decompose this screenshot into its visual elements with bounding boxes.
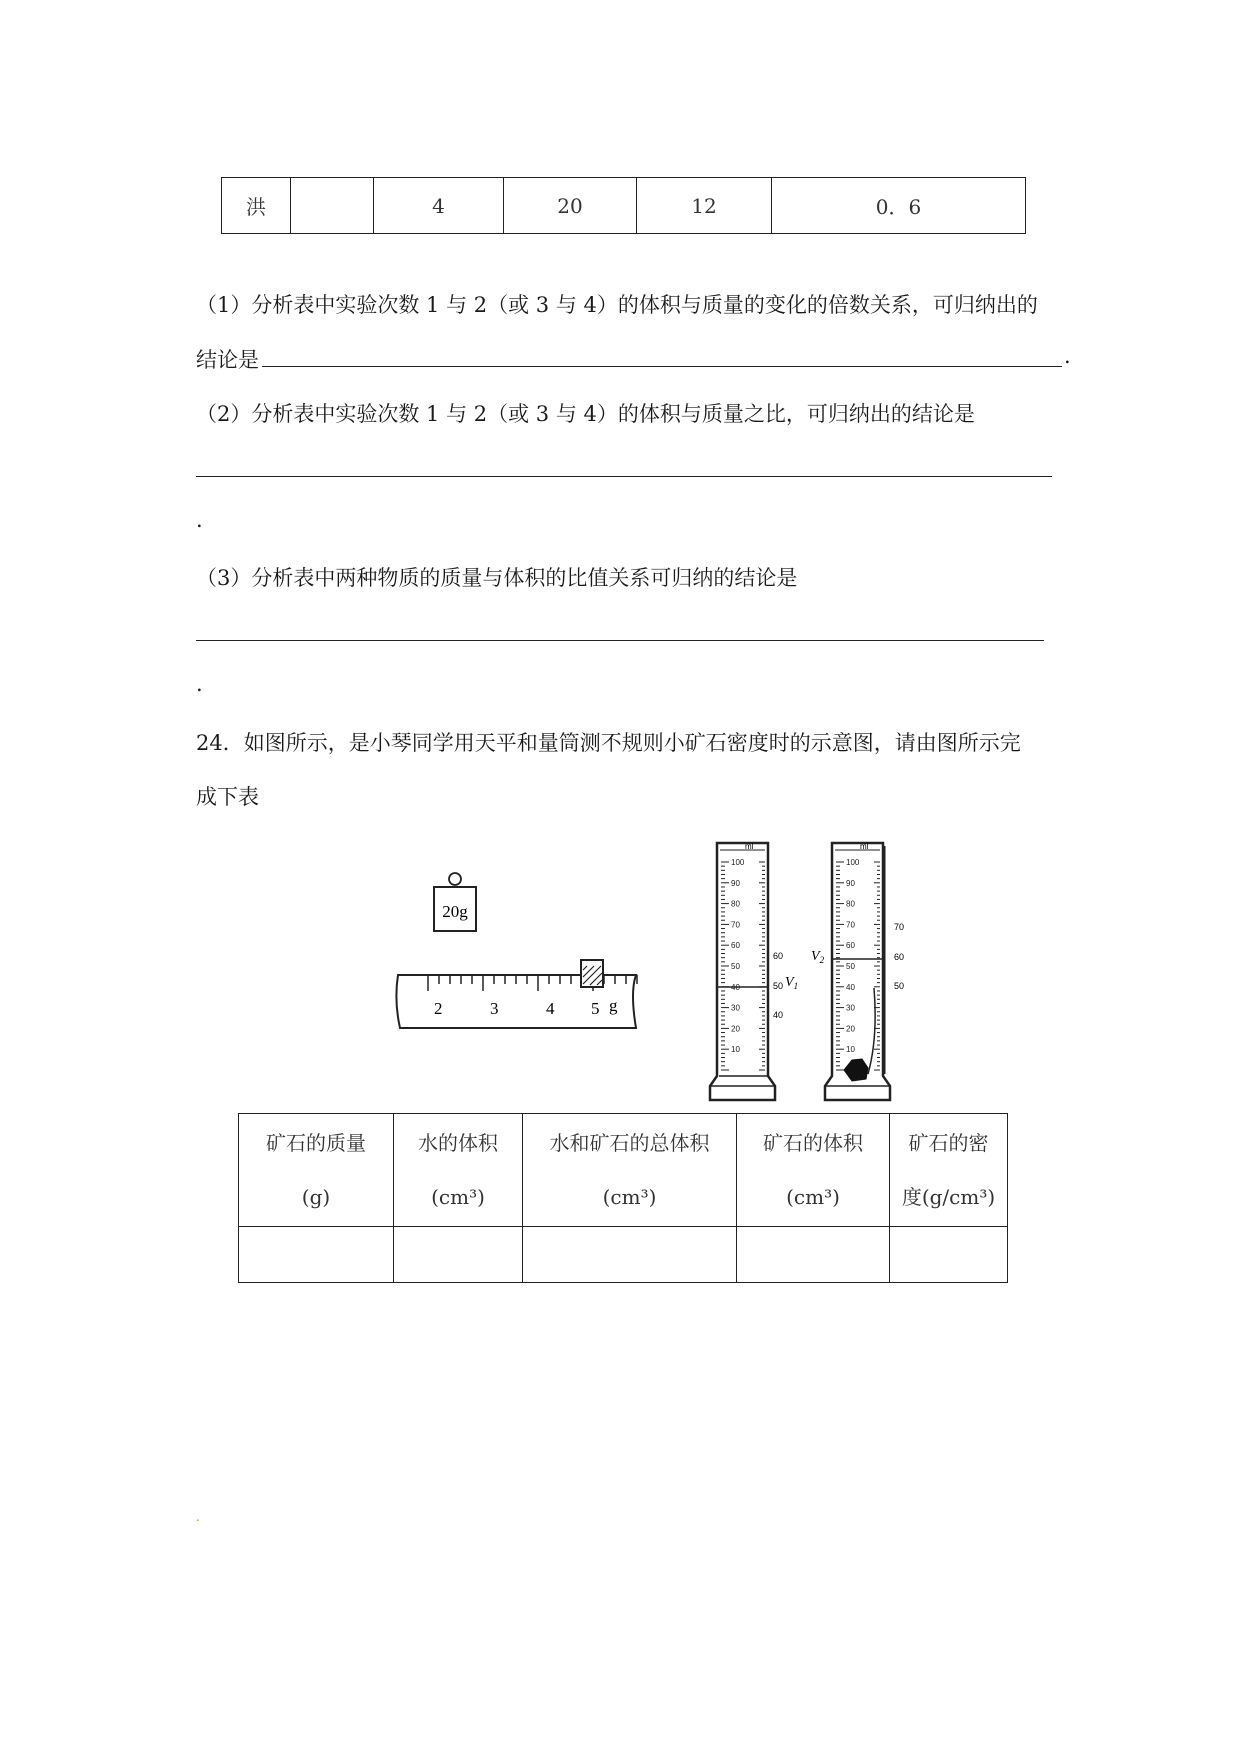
table-row <box>239 1227 1008 1283</box>
table-header-cell: 矿石的密 度(g/cm³) <box>890 1114 1008 1227</box>
cylinder-side-label: 50 <box>894 981 905 991</box>
v2-label: $V_2$ <box>811 949 825 965</box>
cylinder-unit: ml <box>860 842 869 851</box>
problem-24-line-2: 成下表 <box>196 785 259 809</box>
cylinder-scale-label: 20 <box>846 1024 855 1034</box>
cylinder-scale-label: 50 <box>731 962 740 971</box>
scale-tick-label: 4 <box>546 999 555 1018</box>
question-3: （3）分析表中两种物质的质量与体积的比值关系可归纳的结论是 <box>196 566 798 590</box>
table-header-cell: 水的体积 (cm³) <box>394 1114 523 1227</box>
cylinder-scale-label: 90 <box>846 878 855 888</box>
cylinder-side-label: 60 <box>894 952 905 962</box>
scale-tick-label: 2 <box>434 999 443 1018</box>
period-mark: . <box>1064 344 1071 368</box>
answer-cell-density[interactable] <box>890 1227 1008 1283</box>
cylinder-scale-label: 40 <box>731 982 740 992</box>
cylinder-side-label: 40 <box>773 1010 784 1020</box>
question-1-line-1: （1）分析表中实验次数 1 与 2（或 3 与 4）的体积与质量的变化的倍数关系，可归纳出的 <box>196 293 1038 317</box>
cylinder-scale-label: 50 <box>846 962 855 971</box>
cylinder-side-label: 60 <box>773 951 784 961</box>
answer-table <box>238 1113 1008 1283</box>
answer-cell-total-volume[interactable] <box>523 1227 737 1283</box>
problem-24-line-1: 24．如图所示，是小琴同学用天平和量筒测不规则小矿石密度时的示意图，请由图所示完 <box>196 731 1021 755</box>
cylinder-scale-label: 70 <box>846 920 855 930</box>
scale-tick-label: 5 <box>591 999 600 1018</box>
cylinder-scale-label: 60 <box>846 941 855 951</box>
cylinder-unit: ml <box>745 842 754 851</box>
answer-cell-ore-volume[interactable] <box>737 1227 890 1283</box>
question-2: （2）分析表中实验次数 1 与 2（或 3 与 4）的体积与质量之比，可归纳出的结论是 <box>196 402 975 426</box>
weight-label: 20g <box>442 902 468 921</box>
cylinder-scale-label: 10 <box>731 1045 740 1055</box>
table-header-row <box>239 1114 1008 1227</box>
cylinder-scale-label: 80 <box>846 899 855 909</box>
table-header-cell: 矿石的质量 (g) <box>239 1114 394 1227</box>
table-cell <box>291 178 374 234</box>
table-cell: 20 <box>504 178 637 234</box>
cylinder-scale-label: 100 <box>846 858 860 867</box>
cylinder-scale-label: 10 <box>846 1045 855 1055</box>
period-mark: . <box>196 508 203 532</box>
table-cell: 4 <box>374 178 504 234</box>
table-header-cell: 水和矿石的总体积 (cm³) <box>523 1114 737 1227</box>
answer-blank-1[interactable] <box>262 366 1062 367</box>
table-header-cell: 矿石的体积 (cm³) <box>737 1114 890 1227</box>
v1-label: $V_1$ <box>785 975 799 991</box>
cylinder-scale-label: 30 <box>846 1003 855 1013</box>
data-table-fragment <box>221 177 1026 234</box>
table-cell: 12 <box>637 178 772 234</box>
period-mark: . <box>196 672 203 696</box>
cylinder-side-label: 70 <box>894 922 905 932</box>
weight-20g-figure <box>430 870 480 940</box>
footer-mark: . <box>196 1510 200 1524</box>
answer-blank-3[interactable] <box>196 640 1044 641</box>
answer-blank-2[interactable] <box>196 476 1052 477</box>
cylinder-scale-label: 20 <box>731 1024 740 1034</box>
cylinder-scale-label: 40 <box>846 982 855 992</box>
cylinder-scale-label: 100 <box>731 858 745 867</box>
table-cell: 0．6 <box>772 178 1026 234</box>
cylinder-scale-label: 30 <box>731 1003 740 1013</box>
measuring-cylinder-2 <box>808 838 913 1108</box>
answer-cell-mass[interactable] <box>239 1227 394 1283</box>
table-row <box>222 178 1026 234</box>
balance-scale-figure <box>390 935 640 1035</box>
table-cell: 洪 <box>222 178 291 234</box>
measuring-cylinder-1 <box>705 838 810 1108</box>
cylinder-scale-label: 60 <box>731 941 740 951</box>
cylinder-scale-label: 90 <box>731 878 740 888</box>
cylinder-scale-label: 80 <box>731 899 740 909</box>
cylinder-scale-label: 70 <box>731 920 740 930</box>
scale-tick-label: 3 <box>490 999 499 1018</box>
scale-unit: g <box>609 996 618 1015</box>
cylinder-side-label: 50 <box>773 981 784 991</box>
question-1-line-2: 结论是 <box>196 348 259 372</box>
answer-cell-water-volume[interactable] <box>394 1227 523 1283</box>
